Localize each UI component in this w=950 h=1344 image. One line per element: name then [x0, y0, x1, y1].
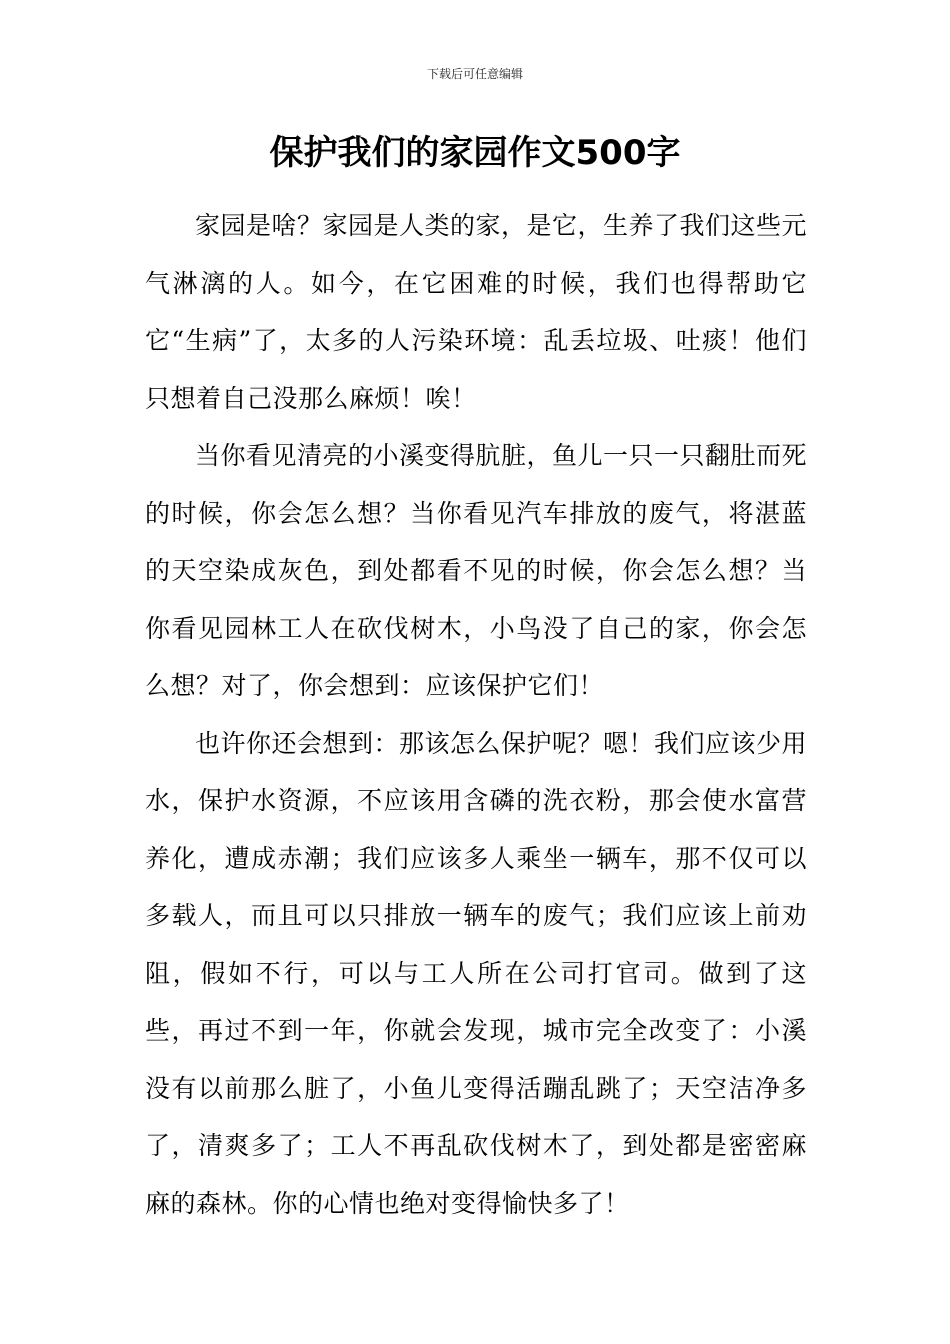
paragraph-2: 当你看见清亮的小溪变得肮脏，鱼儿一只一只翻肚而死的时候，你会怎么想？当你看见汽车排放的废气，将湛蓝的天空染成灰色，到处都看不见的时候，你会怎么想？当你看见园林工人在砍伐树木，小鸟没了自己的家，你会怎么想？对了，你会想到：应该保护它们！: [145, 441, 808, 700]
document-body: [145, 197, 807, 1232]
paragraph-1: 家园是啥？家园是人类的家，是它，生养了我们这些元气淋漓的人。如今，在它困难的时候，我们也得帮助它它“生病”了，太多的人污染环境：乱丢垃圾、吐痰！他们只想着自己没那么麻烦！唉！: [145, 211, 808, 413]
paragraph-3: 也许你还会想到：那该怎么保护呢？嗯！我们应该少用水，保护水资源，不应该用含磷的洗衣粉，那会使水富营养化，遭成赤潮；我们应该多人乘坐一辆车，那不仅可以多载人，而且可以只排放一辆车的废气；我们应该上前劝阻，假如不行，可以与工人所在公司打官司。做到了这些，再过不到一年，你就会发现，城市完全改变了：小溪没有以前那么脏了，小鱼儿变得活蹦乱跳了；天空洁净多了，清爽多了；工人不再乱砍伐树木了，到处都是密密麻麻的森林。你的心情也绝对变得愉快多了！: [145, 728, 808, 1218]
header-note: 下载后可任意编辑: [426, 67, 523, 81]
page-title: 保护我们的家园作文500字: [269, 133, 681, 173]
